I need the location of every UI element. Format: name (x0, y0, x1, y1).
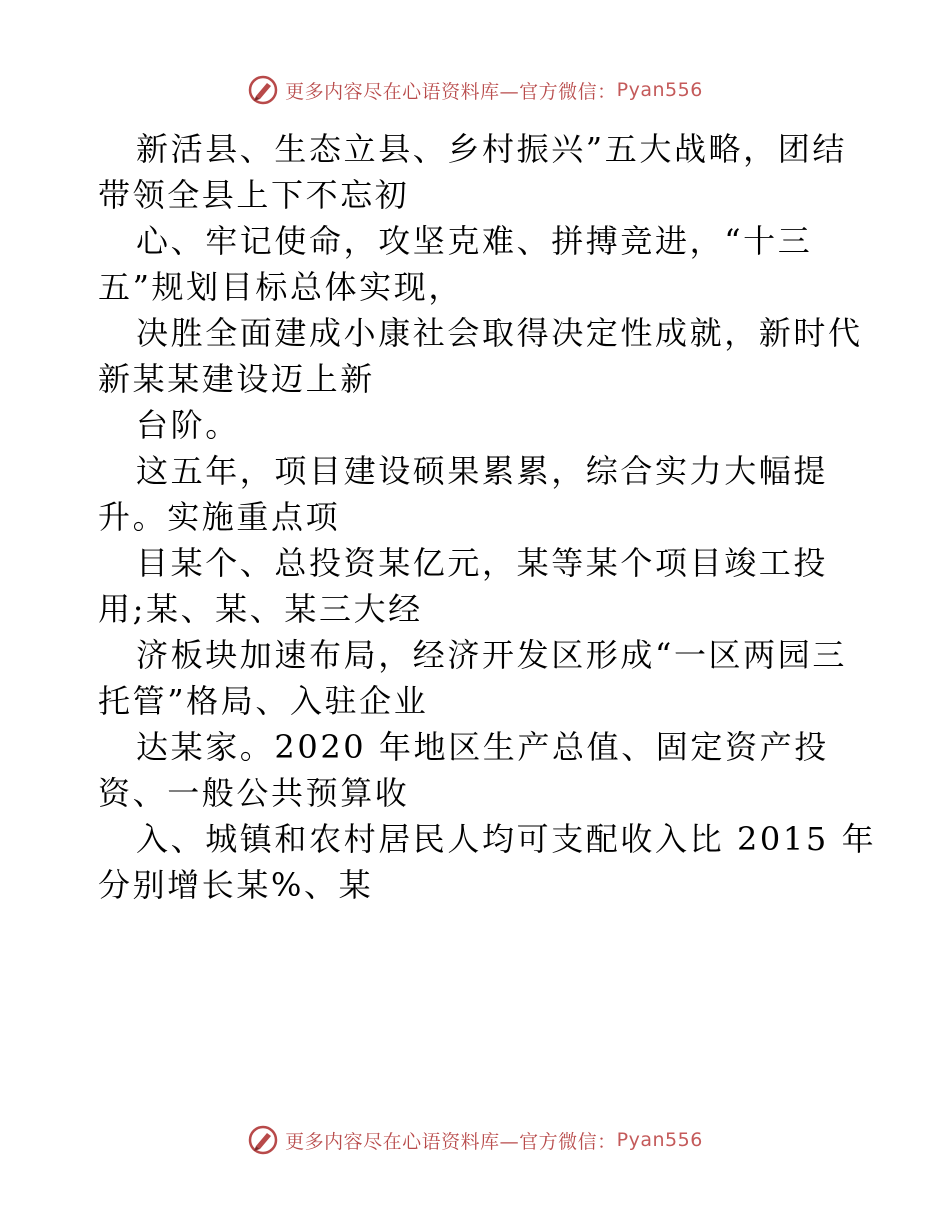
paragraph-6-line-1: 目某个、总投资某亿元，某等某个项目竣工投 (136, 544, 829, 582)
paragraph-2-line-2: 五”规划目标总体实现， (98, 268, 463, 306)
paragraph-7-line-1: 济板块加速布局，经济开发区形成“一区两园三 (136, 636, 847, 674)
paragraph-4-line-1: 台阶。 (136, 406, 240, 444)
paragraph-6-line-2: 用;某、某、某三大经 (98, 590, 423, 628)
pen-logo-icon (247, 1124, 279, 1156)
paragraph-3-line-1: 决胜全面建成小康社会取得决定性成就，新时代 (136, 314, 863, 352)
paragraph-1-line-2: 带领全县上下不忘初 (98, 176, 410, 214)
watermark-wechat-id: Pyan556 (616, 1129, 703, 1151)
footer-watermark (0, 1120, 950, 1160)
paragraph-5-line-1: 这五年，项目建设硕果累累，综合实力大幅提 (136, 452, 829, 490)
paragraph-8-line-2: 资、一般公共预算收 (98, 774, 410, 812)
document-body (98, 126, 877, 908)
watermark-text: 更多内容尽在心语资料库—官方微信： (285, 1130, 617, 1153)
paragraph-5-line-2: 升。实施重点项 (98, 498, 341, 536)
paragraph-2-line-1: 心、牢记使命，攻坚克难、拼搏竞进，“十三 (136, 222, 813, 260)
pen-logo-icon (247, 74, 279, 106)
paragraph-1-line-1: 新活县、生态立县、乡村振兴”五大战略，团结 (136, 130, 847, 168)
paragraph-9-line-2: 分别增长某%、某 (98, 866, 374, 904)
header-watermark (0, 70, 950, 110)
watermark-wechat-id: Pyan556 (616, 79, 703, 101)
paragraph-3-line-2: 新某某建设迈上新 (98, 360, 375, 398)
paragraph-9-line-1: 入、城镇和农村居民人均可支配收入比 2015 年 (136, 820, 877, 858)
paragraph-7-line-2: 托管”格局、入驻企业 (98, 682, 429, 720)
paragraph-8-line-1: 达某家。2020 年地区生产总值、固定资产投 (136, 728, 829, 766)
watermark-text: 更多内容尽在心语资料库—官方微信： (285, 80, 617, 103)
